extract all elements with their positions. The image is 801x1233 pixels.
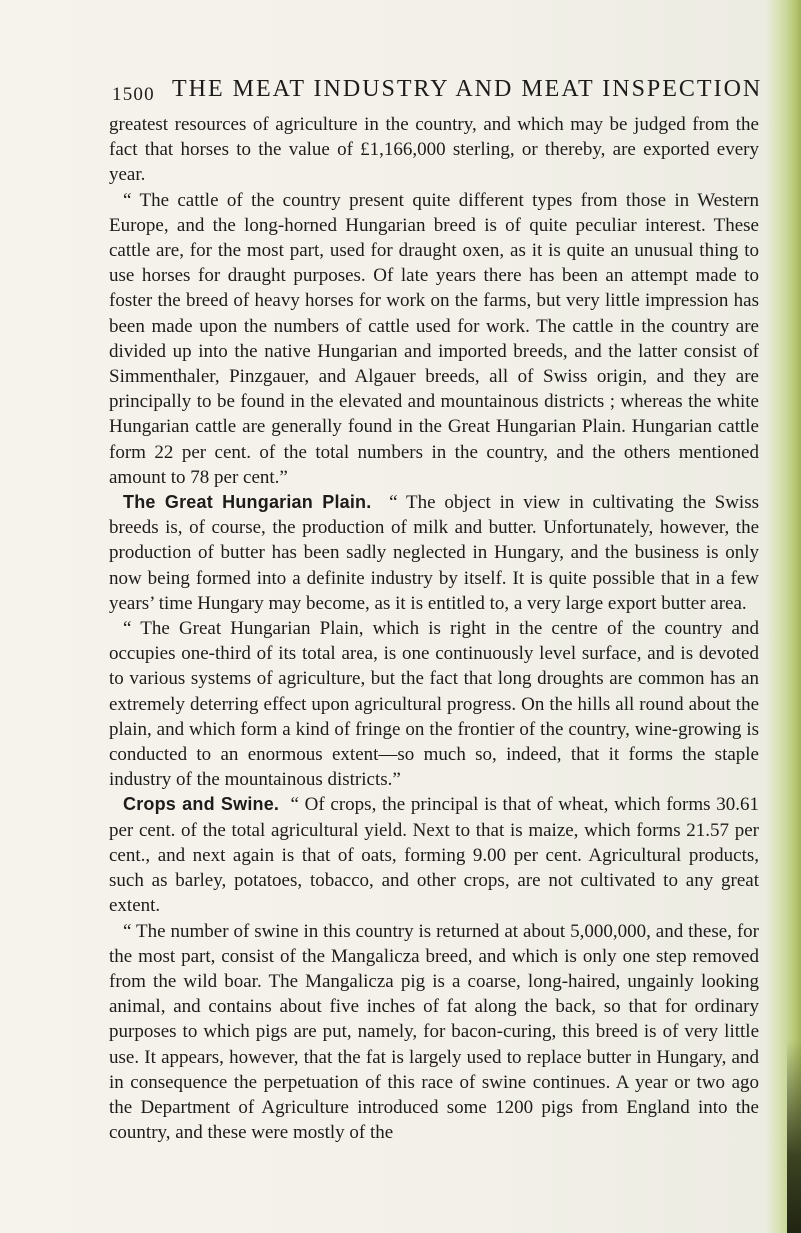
paragraph-text: “ The object in view in cultivating the Swiss breeds is, of course, the production of milk and butter. Unfortunately, however, the production of butter has been sadly neglected in Hungary, and the business is only now being formed into a definite industry by itself. It is quite possible that in a few years’ time Hungary may become, as it is entitled to, a very large export butter area. — [109, 492, 760, 614]
paragraph — [109, 112, 759, 188]
body-text — [109, 112, 759, 1145]
section-heading: The Great Hungarian Plain. — [123, 492, 372, 513]
paragraph-text: “ Of crops, the principal is that of wheat, which forms 30.61 per cent. of the total agricultural yield. Next to that is maize, which forms 21.57 per cent., and next again is that of oats, forming 9.00 per cent. Agricultural products, such as barley, potatoes, tobacco, and other crops, are not cultivated to any great extent. — [109, 794, 759, 917]
page-number: 1500 — [112, 84, 155, 105]
paragraph — [109, 188, 759, 490]
paragraph — [109, 792, 759, 918]
paragraph — [109, 919, 759, 1146]
page-edge-dark-corner — [787, 1040, 801, 1233]
paragraph — [109, 490, 759, 616]
running-title: THE MEAT INDUSTRY AND MEAT INSPECTION — [172, 76, 763, 102]
paragraph-text: “ The Great Hungarian Plain, which is right in the centre of the country and occupies one-third of its total area, is one continuously level surface, and is devoted to various systems of agriculture, but the fact that long droughts are common has an extremely deterring effect upon agricultural progress. On the hills all round about the plain, and which form a kind of fringe on the frontier of the country, wine-growing is conducted to an enormous extent—so much so, indeed, that it forms the staple industry of the mountainous districts.” — [109, 618, 759, 791]
page-header — [112, 74, 763, 105]
paragraph-text: greatest resources of agriculture in the country, and which may be judged from the fact that horses to the value of £1,166,000 sterling, or thereby, are exported every year. — [109, 114, 759, 186]
section-heading: Crops and Swine. — [123, 794, 280, 815]
paragraph-text: “ The cattle of the country present quite different types from those in Western Europe, and the long-horned Hungarian breed is of quite peculiar interest. These cattle are, for the most part, used for draught oxen, as it is quite an unusual thing to use horses for draught purposes. Of late years there has been an attempt made to foster the breed of heavy horses for work on the farms, but very little impression has been made upon the numbers of cattle used for work. The cattle in the country are divided up into the native Hungarian and imported breeds, and the latter consist of Simmenthaler, Pinzgauer, and Algauer breeds, all of Swiss origin, and they are principally to be found in the elevated and mountainous districts ; whereas the white Hungarian cattle are generally found in the Great Hungarian Plain. Hungarian cattle form 22 per cent. of the total numbers in the country, and the others mentioned amount to 78 per cent.” — [109, 189, 759, 488]
paragraph-text: “ The number of swine in this country is returned at about 5,000,000, and these, for the most part, consist of the Mangalicza breed, and which is only one step removed from the wild boar. The Mangalicza pig is a coarse, long-haired, ungainly looking animal, and contains about five inches of fat along the back, so that for ordinary purposes to which pigs are put, namely, for bacon-curing, this breed is of very little use. It appears, however, that the fat is largely used to replace butter in Hungary, and in consequence the perpetuation of this race of swine continues. A year or two ago the Department of Agriculture introduced some 1200 pigs from England into the country, and these were mostly of the — [109, 920, 759, 1144]
paragraph — [109, 616, 759, 792]
